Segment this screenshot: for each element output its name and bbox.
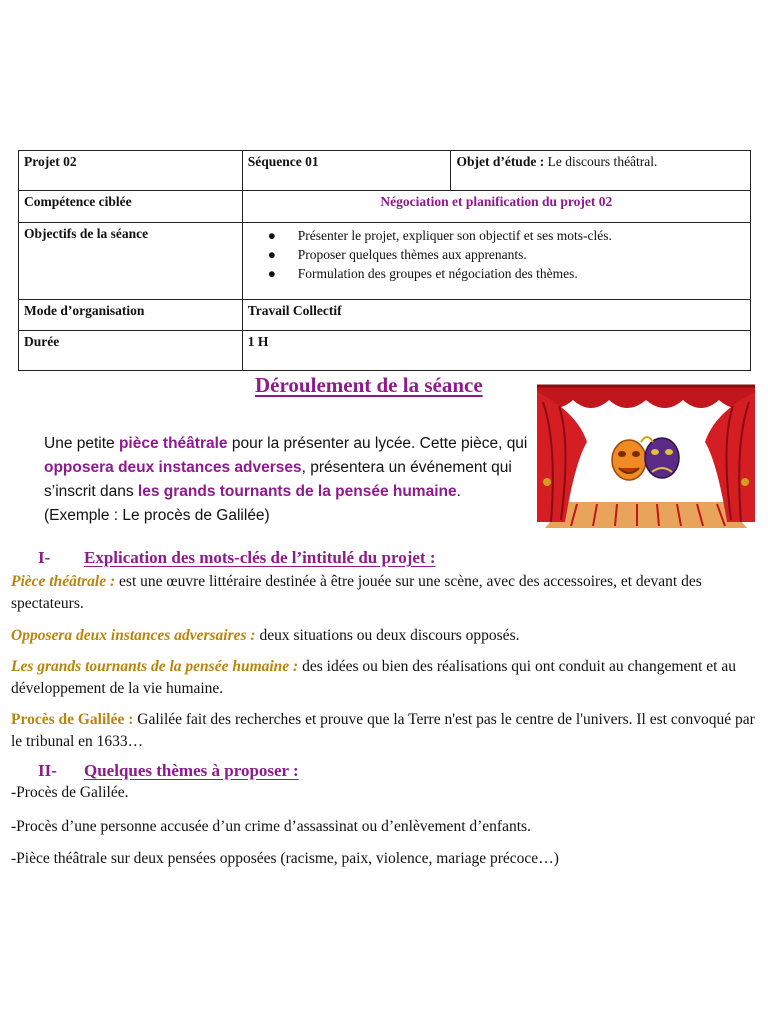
sequence-cell: Séquence 01 [242,151,451,191]
objectif-item: ● Présenter le projet, expliquer son objectif et ses mots-clés. [267,228,612,243]
intro-paragraph: Une petite pièce théâtrale pour la présenter au lycée. Cette pièce, qui opposera deux instances adverses, présentera un événement qui s’inscrit dans les grands tournants de la pensée humaine. (Exemple : Le procès de Galilée) [44,435,528,524]
objectifs-cell [242,223,750,300]
objet-cell [451,151,751,191]
lesson-info-table [18,150,751,371]
objectifs-list [248,226,745,283]
objet-value: Le discours théâtral. [547,154,658,169]
mode-label: Mode d’organisation [19,300,243,331]
theatre-stage-masks-icon [537,382,755,530]
theme-item: -Procès d’une personne accusée d’un crime d’assassinat ou d’enlèvement d’enfants. [11,818,531,835]
objectif-item: ● Proposer quelques thèmes aux apprenants. [267,247,527,262]
part1-number: I- [38,548,51,567]
part2-title: Quelques thèmes à proposer : [84,761,299,780]
objectifs-label: Objectifs de la séance [19,223,243,300]
theme-item: -Procès de Galilée. [11,784,129,801]
definition-tournants: Les grands tournants de la pensée humaine : des idées ou bien des réalisations qui ont conduit au changement et au développement de la vie humaine. [11,658,736,697]
objectif-item: ● Formulation des groupes et négociation des thèmes. [267,266,578,281]
section-title: Déroulement de la séance [255,373,483,397]
mode-value: Travail Collectif [242,300,750,331]
definition-galilee: Procès de Galilée : Galilée fait des recherches et prouve que la Terre n'est pas le centre de l'univers. Il est convoqué par le tribunal en 1633… [11,711,755,750]
objet-label: Objet d’étude : [456,154,545,169]
competence-label: Compétence ciblée [19,191,243,223]
duree-value: 1 H [242,331,750,371]
definition-opposera: Opposera deux instances adversaires : deux situations ou deux discours opposés. [11,627,520,644]
definition-piece: Pièce théâtrale : est une œuvre littéraire destinée à être jouée sur une scène, avec des accessoires, et devant des spectateurs. [11,573,702,612]
competence-value: Négociation et planification du projet 02 [242,191,750,223]
highlight-tournants: les grands tournants de la pensée humaine [137,483,457,500]
theme-item: -Pièce théâtrale sur deux pensées opposées (racisme, paix, violence, mariage précoce…) [11,850,559,867]
projet-cell: Projet 02 [19,151,243,191]
duree-label: Durée [19,331,243,371]
part2-heading [38,761,299,781]
highlight-opposera: opposera deux instances adverses [44,459,302,476]
part1-title: Explication des mots-clés de l’intitulé du projet : [84,548,436,567]
intro-example: (Exemple : Le procès de Galilée) [44,507,270,524]
highlight-piece: pièce théâtrale [118,435,228,452]
part1-heading [38,548,435,568]
part2-number: II- [38,761,57,780]
